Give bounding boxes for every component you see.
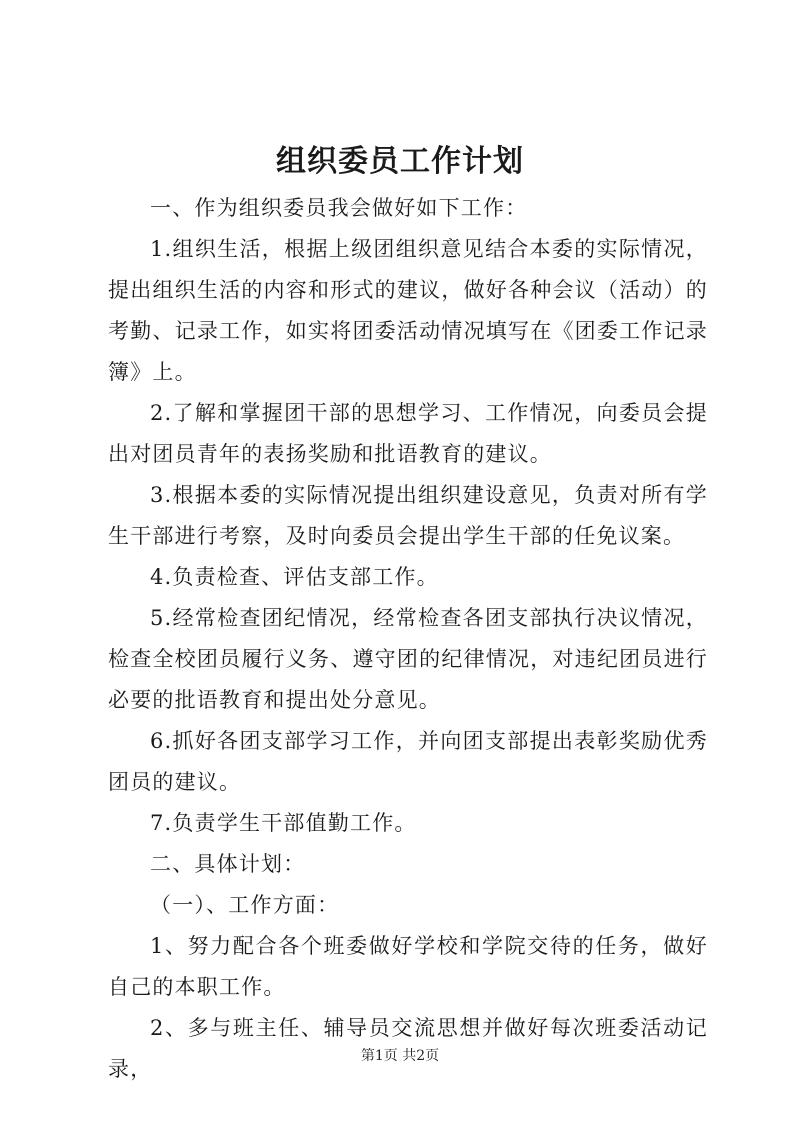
subsection-heading-work: （一）、工作方面：	[150, 893, 340, 917]
duty-item-6: 6.抓好各团支部学习工作，并向团支部提出表彰奖励优秀团员的建议。	[108, 729, 708, 794]
plan-item-1: 1、努力配合各个班委做好学校和学院交待的任务，做好自己的本职工作。	[108, 934, 708, 999]
document-body	[108, 188, 708, 1090]
plan-item-2: 2、多与班主任、辅导员交流思想并做好每次班委活动记录，	[108, 1016, 708, 1081]
duty-item-3: 3.根据本委的实际情况提出组织建设意见，负责对所有学生干部进行考察，及时向委员会提出学生干部的任免议案。	[108, 483, 708, 548]
duty-item-1: 1.组织生活，根据上级团组织意见结合本委的实际情况，提出组织生活的内容和形式的建议，做好各种会议（活动）的考勤、记录工作，如实将团委活动情况填写在《团委工作记录簿》上。	[108, 237, 708, 384]
section-heading-2: 二、具体计划：	[150, 852, 306, 876]
section-heading-1: 一、作为组织委员我会做好如下工作：	[150, 196, 528, 220]
duty-item-5: 5.经常检查团纪情况，经常检查各团支部执行决议情况，检查全校团员履行义务、遵守团的纪律情况，对违纪团员进行必要的批语教育和提出处分意见。	[108, 606, 708, 712]
page-footer: 第1页 共2页	[360, 1048, 440, 1064]
duty-item-7: 7.负责学生干部值勤工作。	[150, 811, 417, 835]
duty-item-2: 2.了解和掌握团干部的思想学习、工作情况，向委员会提出对团员青年的表扬奖励和批语教育的建议。	[108, 401, 708, 466]
document-title: 组织委员工作计划	[276, 144, 524, 179]
duty-item-4: 4.负责检查、评估支部工作。	[150, 565, 439, 589]
